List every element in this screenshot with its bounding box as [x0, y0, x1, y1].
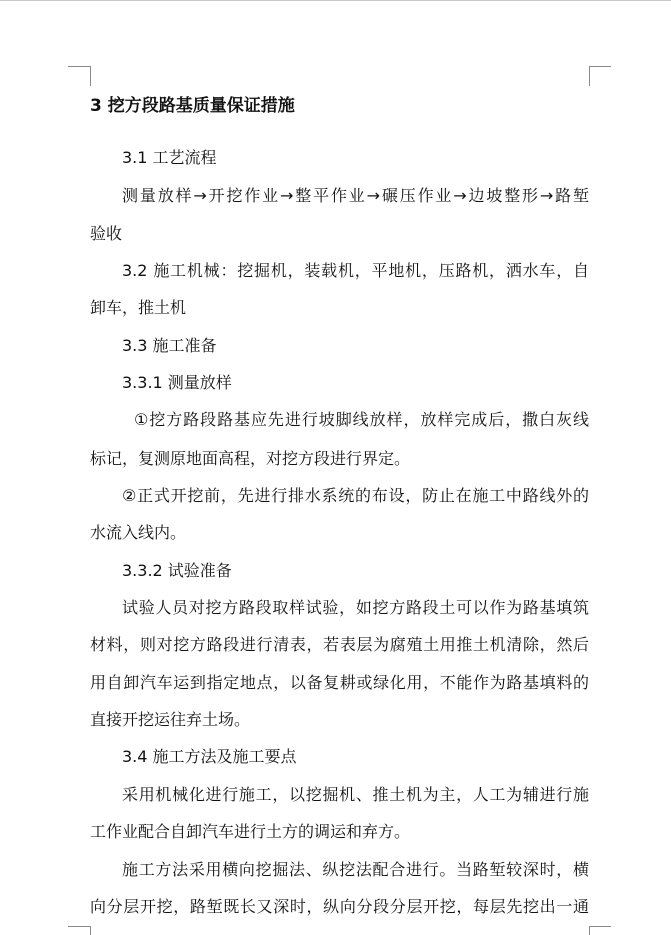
crop-mark-top-right [589, 66, 590, 86]
paragraph-line: 试验人员对挖方路段取样试验，如挖方路段土可以作为路基填筑 [122, 598, 589, 617]
paragraph-line: 直接开挖运往弃土场。 [90, 710, 251, 729]
paragraph-line: 水流入线内。 [90, 523, 187, 542]
subsection-heading: 3.4 施工方法及施工要点 [122, 747, 297, 766]
crop-mark-top-right [589, 66, 611, 67]
paragraph-line: 施工方法采用横向挖掘法、纵挖法配合进行。当路堑较深时，横 [122, 860, 589, 879]
subsection-heading: 3.3.2 试验准备 [122, 561, 232, 580]
crop-mark-top-left [68, 66, 90, 67]
subsection-heading: 3.1 工艺流程 [122, 148, 217, 167]
section-title: 3 挖方段路基质量保证措施 [90, 96, 295, 116]
paragraph-line: 向分层开挖，路堑既长又深时，纵向分段分层开挖，每层先挖出一通 [90, 897, 589, 916]
paragraph-line: 材料，则对挖方路段进行清表，若表层为腐殖土用推土机清除，然后 [90, 635, 589, 654]
paragraph-line: ②正式开挖前，先进行排水系统的布设，防止在施工中路线外的 [122, 486, 589, 505]
paragraph-line: 采用机械化进行施工，以挖掘机、推土机为主，人工为辅进行施 [122, 785, 589, 804]
paragraph-line: 验收 [90, 224, 123, 243]
subsection-heading: 3.3.1 测量放样 [122, 373, 232, 392]
paragraph-line: 工作业配合自卸汽车进行土方的调运和弃方。 [90, 822, 411, 841]
paragraph-line: 测量放样→开挖作业→整平作业→碾压作业→边坡整形→路堑 [122, 186, 589, 205]
paragraph-line: 卸车，推土机 [90, 298, 187, 317]
paragraph-line: 标记，复测原地面高程，对挖方段进行界定。 [90, 449, 411, 468]
paragraph-line: 3.2 施工机械：挖掘机，装载机，平地机，压路机，洒水车，自 [122, 261, 589, 280]
paragraph-line: ①挖方路段路基应先进行坡脚线放样，放样完成后，撒白灰线 [134, 410, 589, 429]
crop-mark-bottom-right [589, 926, 611, 927]
crop-mark-top-left [90, 66, 91, 86]
paragraph-line: 用自卸汽车运到指定地点，以备复耕或绿化用，不能作为路基填料的 [90, 673, 589, 692]
crop-mark-bottom-left [90, 926, 91, 935]
subsection-heading: 3.3 施工准备 [122, 336, 217, 355]
window-top-border [0, 0, 671, 1]
crop-mark-bottom-left [68, 926, 90, 927]
crop-mark-bottom-right [589, 926, 590, 935]
